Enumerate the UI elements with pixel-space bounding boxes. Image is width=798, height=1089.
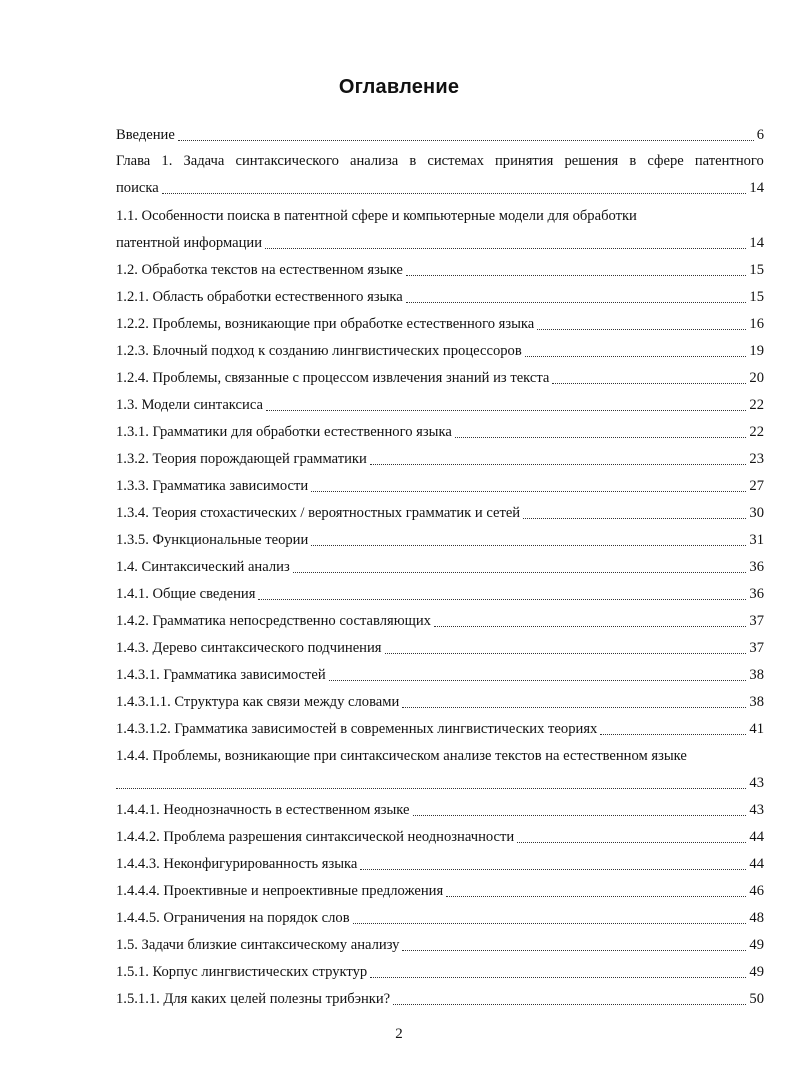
toc-dot-leader xyxy=(311,482,746,492)
toc-entry-page: 41 xyxy=(749,721,764,737)
toc-entry-page: 49 xyxy=(749,964,764,980)
toc-entry-page: 46 xyxy=(749,883,764,899)
toc-entry-page: 6 xyxy=(756,127,764,143)
toc-entry[interactable] xyxy=(116,473,764,499)
toc-entry-page: 27 xyxy=(749,478,764,494)
toc-entry-page: 22 xyxy=(749,424,764,440)
toc-dot-leader xyxy=(402,698,746,708)
toc-entry-page: 43 xyxy=(749,802,764,818)
toc-entry[interactable] xyxy=(116,581,764,607)
toc-entry[interactable] xyxy=(116,743,764,797)
toc-entry[interactable] xyxy=(116,203,764,257)
toc-entry-title: 1.2.3. Блочный подход к созданию лингвистических процессоров xyxy=(116,343,522,359)
toc-entry[interactable] xyxy=(116,959,764,985)
toc-dot-leader xyxy=(523,509,746,519)
toc-entry-page: 20 xyxy=(749,370,764,386)
toc-dot-leader xyxy=(293,563,747,573)
toc-entry[interactable] xyxy=(116,635,764,661)
toc-entry[interactable] xyxy=(116,797,764,823)
toc-dot-leader xyxy=(265,239,746,249)
toc-entry[interactable] xyxy=(116,527,764,553)
toc-entry[interactable] xyxy=(116,311,764,337)
toc-entry-title: 1.4.3.1.1. Структура как связи между словами xyxy=(116,694,400,710)
toc-dot-leader xyxy=(406,293,747,303)
toc-entry-title: 1.4.3.1. Грамматика зависимостей xyxy=(116,667,326,683)
toc-entry[interactable] xyxy=(116,122,764,148)
toc-entry-page: 14 xyxy=(749,235,764,251)
toc-entry-title: 1.5.1. Корпус лингвистических структур xyxy=(116,964,368,980)
toc-entry[interactable] xyxy=(116,392,764,418)
toc-entry-title: 1.3.4. Теория стохастических / вероятностных грамматик и сетей xyxy=(116,505,521,521)
toc-dot-leader xyxy=(353,914,747,924)
toc-entry[interactable] xyxy=(116,878,764,904)
toc-entry[interactable] xyxy=(116,284,764,310)
toc-entry-title: 1.4.1. Общие сведения xyxy=(116,586,256,602)
toc-dot-leader xyxy=(370,968,746,978)
toc-entry-page: 30 xyxy=(749,505,764,521)
toc-dot-leader xyxy=(406,266,747,276)
toc-dot-leader xyxy=(402,941,746,951)
toc-dot-leader xyxy=(537,320,746,330)
toc-entry-title-first-line: 1.1. Особенности поиска в патентной сфере и компьютерные модели для обработки xyxy=(116,208,637,224)
toc-entry-title: 1.3.2. Теория порождающей грамматики xyxy=(116,451,367,467)
toc-entry-title: 1.4. Синтаксический анализ xyxy=(116,559,290,575)
toc-entry[interactable] xyxy=(116,419,764,445)
page-number: 2 xyxy=(395,1026,403,1042)
toc-entry-title: 1.3.3. Грамматика зависимости xyxy=(116,478,309,494)
toc-entry-title: 1.4.3.1.2. Грамматика зависимостей в современных лингвистических теориях xyxy=(116,721,598,737)
toc-dot-leader xyxy=(552,374,746,384)
toc-entry-page: 36 xyxy=(749,586,764,602)
toc-entry[interactable] xyxy=(116,500,764,526)
toc-entry-title: патентной информации xyxy=(116,235,263,251)
toc-dot-leader xyxy=(446,887,746,897)
toc-dot-leader xyxy=(370,455,747,465)
toc-entry-title: 1.2. Обработка текстов на естественном языке xyxy=(116,262,403,278)
toc-entry-page: 19 xyxy=(749,343,764,359)
toc-entry-page: 44 xyxy=(749,829,764,845)
toc-entry-title: 1.5.1.1. Для каких целей полезны трибэнки? xyxy=(116,991,391,1007)
toc-entry[interactable] xyxy=(116,689,764,715)
toc-entry-title: 1.3.5. Функциональные теории xyxy=(116,532,309,548)
toc-dot-leader xyxy=(455,428,747,438)
toc-entry-page: 49 xyxy=(749,937,764,953)
toc-dot-leader xyxy=(266,401,746,411)
toc-entry-title: 1.3. Модели синтаксиса xyxy=(116,397,263,413)
toc-entry-page: 37 xyxy=(749,613,764,629)
toc-entry-page: 31 xyxy=(749,532,764,548)
toc-dot-leader xyxy=(517,833,746,843)
toc-entry[interactable] xyxy=(116,824,764,850)
page-title: Оглавление xyxy=(338,76,460,98)
toc-entry-title: 1.4.4.2. Проблема разрешения синтаксической неоднозначности xyxy=(116,829,515,845)
toc-entry-page: 43 xyxy=(749,775,764,791)
toc-dot-leader xyxy=(311,536,746,546)
toc-entry-page: 14 xyxy=(749,180,764,196)
toc-entry-title: 1.4.2. Грамматика непосредственно составляющих xyxy=(116,613,431,629)
toc-entry-page: 16 xyxy=(749,316,764,332)
toc-entry[interactable] xyxy=(116,905,764,931)
toc-entry-title: 1.5. Задачи близкие синтаксическому анализу xyxy=(116,937,400,953)
toc-entry-page: 22 xyxy=(749,397,764,413)
toc-entry[interactable] xyxy=(116,932,764,958)
toc-dot-leader xyxy=(600,725,746,735)
toc-entry[interactable] xyxy=(116,851,764,877)
toc-entry-title: 1.3.1. Грамматики для обработки естественного языка xyxy=(116,424,452,440)
toc-entry[interactable] xyxy=(116,554,764,580)
toc-entry[interactable] xyxy=(116,986,764,1012)
toc-entry[interactable] xyxy=(116,148,764,202)
toc-entry[interactable] xyxy=(116,716,764,742)
toc-entry-title: 1.2.1. Область обработки естественного языка xyxy=(116,289,403,305)
toc-entry-title-first-line: Глава 1. Задача синтаксического анализа в системах принятия решения в сфере патентного xyxy=(116,153,764,169)
toc-dot-leader xyxy=(116,779,746,789)
toc-entry-title: 1.4.4.3. Неконфигурированность языка xyxy=(116,856,358,872)
toc-entry-title: 1.4.4.5. Ограничения на порядок слов xyxy=(116,910,350,926)
toc-entry-page: 38 xyxy=(749,667,764,683)
toc-entry-page: 36 xyxy=(749,559,764,575)
toc-entry-title: 1.4.3. Дерево синтаксического подчинения xyxy=(116,640,382,656)
toc-entry-page: 50 xyxy=(749,991,764,1007)
toc-entry[interactable] xyxy=(116,446,764,472)
toc-entry-page: 44 xyxy=(749,856,764,872)
toc-dot-leader xyxy=(258,590,746,600)
toc-entry-page: 48 xyxy=(749,910,764,926)
toc-entry-title: 1.4.4.1. Неоднозначность в естественном языке xyxy=(116,802,410,818)
toc-entry-title: 1.2.2. Проблемы, возникающие при обработке естественного языка xyxy=(116,316,535,332)
toc-dot-leader xyxy=(393,995,746,1005)
toc-entry[interactable] xyxy=(116,662,764,688)
toc-entry-title: 1.4.4.4. Проективные и непроективные предложения xyxy=(116,883,444,899)
toc-entry-page: 37 xyxy=(749,640,764,656)
toc-entry-page: 15 xyxy=(749,289,764,305)
toc-dot-leader xyxy=(178,131,754,141)
toc-entry-title-first-line: 1.4.4. Проблемы, возникающие при синтаксическом анализе текстов на естественном языке xyxy=(116,748,687,764)
toc-entry-page: 15 xyxy=(749,262,764,278)
toc-entry-title: Введение xyxy=(116,127,175,143)
toc-dot-leader xyxy=(162,184,747,194)
toc-dot-leader xyxy=(413,806,747,816)
toc-dot-leader xyxy=(525,347,747,357)
toc-entry-page: 23 xyxy=(749,451,764,467)
toc-entry[interactable] xyxy=(116,365,764,391)
toc-dot-leader xyxy=(360,860,746,870)
toc-entry-title: 1.2.4. Проблемы, связанные с процессом извлечения знаний из текста xyxy=(116,370,550,386)
toc-dot-leader xyxy=(385,644,747,654)
toc-dot-leader xyxy=(434,617,746,627)
toc-entry-title: поиска xyxy=(116,180,159,196)
toc-dot-leader xyxy=(329,671,747,681)
toc-entry-page: 38 xyxy=(749,694,764,710)
toc-entry[interactable] xyxy=(116,608,764,634)
toc-entry[interactable] xyxy=(116,338,764,364)
toc-entry[interactable] xyxy=(116,257,764,283)
